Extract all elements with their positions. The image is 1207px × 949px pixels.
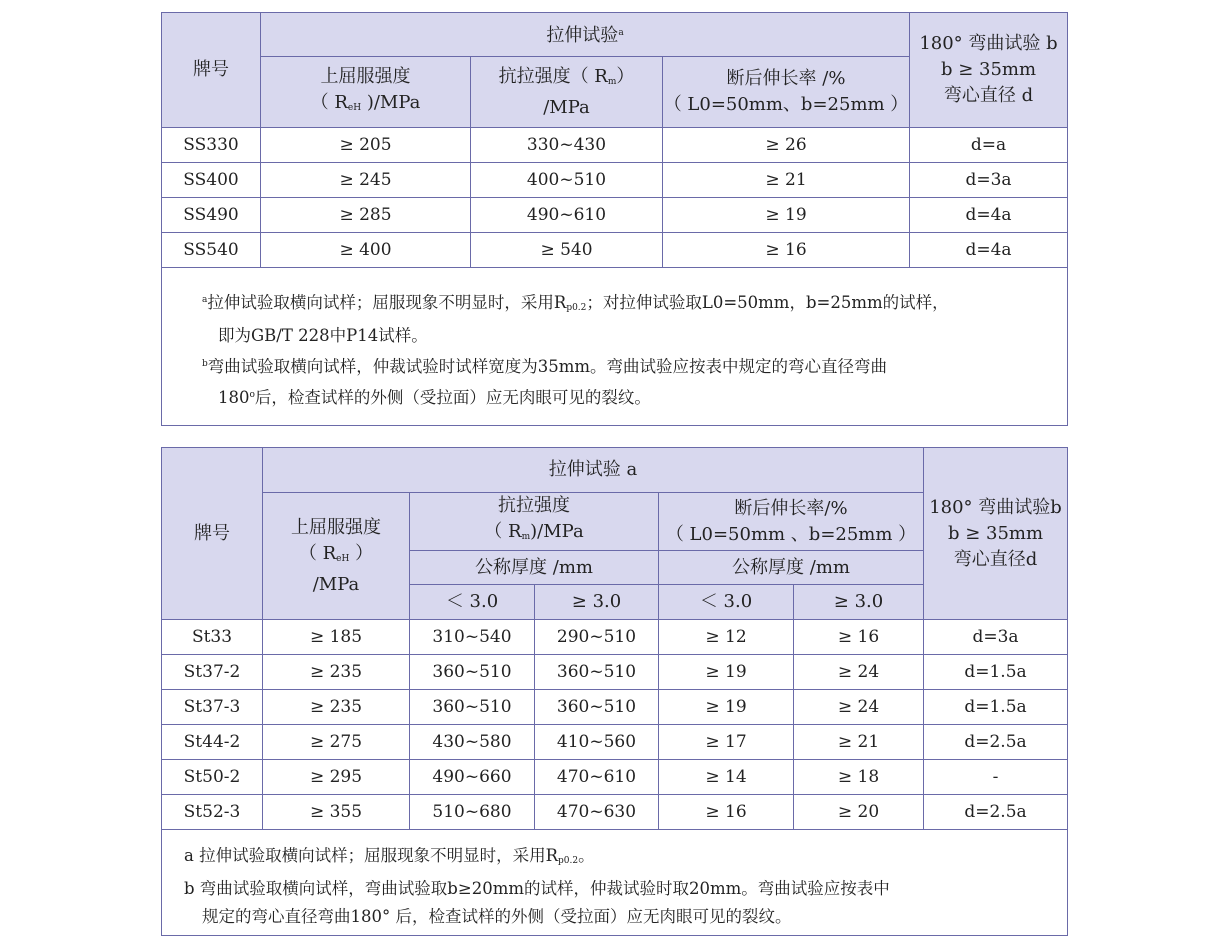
table-row: SS330 ≥ 205 330~430 ≥ 26 d=a bbox=[162, 128, 1068, 163]
table-ss-grades bbox=[161, 12, 1068, 426]
header-bend-test: 180° 弯曲试验b b ≥ 35mm 弯心直径d bbox=[924, 448, 1068, 620]
footnote-mark-a: a bbox=[618, 28, 624, 38]
table-footnotes: a 拉伸试验取横向试样；屈服现象不明显时，采用$R_{p0.2}$。 b 弯曲试验取横向试样，弯曲试验取b≥20mm的试样，仲裁试验时取20mm。弯曲试验应按表中 规定的弯心直径弯曲180° 后，检查试样的外侧（受拉面）应无肉眼可见的裂纹。 bbox=[162, 830, 1068, 936]
table-row: SS540 ≥ 400 ≥ 540 ≥ 16 d=4a bbox=[162, 233, 1068, 268]
header-ge-3: ≥ 3.0 bbox=[535, 585, 659, 620]
header-bend-test: 180° 弯曲试验 b b ≥ 35mm 弯心直径 d bbox=[910, 13, 1068, 128]
header-tensile-strength: 抗拉强度（ $R_m$） /MPa bbox=[471, 57, 663, 128]
header-tensile-test: 拉伸试验 a bbox=[263, 448, 924, 493]
table-row: St52-3 ≥ 355 510~680 470~630 ≥ 16 ≥ 20 d=2.5a bbox=[162, 795, 1068, 830]
table-st-grades bbox=[161, 447, 1068, 936]
header-lt-3: ＜ 3.0 bbox=[659, 585, 794, 620]
header-tensile-strength: 抗拉强度 （ $R_m$)/MPa bbox=[410, 493, 659, 551]
header-elongation: 断后伸长率/% （ L0=50mm 、b=25mm ） bbox=[659, 493, 924, 551]
table-footnotes: $^a$拉伸试验取横向试样；屈服现象不明显时，采用$R_{p0.2}$；对拉伸试验取L0=50mm，b=25mm的试样， 即为GB/T 228中P14试样。 $^b$弯曲试验取横向试样，仲裁试验时试样宽度为35mm。弯曲试验应按表中规定的弯心直径弯曲 180$^o$后，检查试样的外侧（受拉面）应无肉眼可见的裂纹。 bbox=[162, 268, 1068, 426]
table-row: St33 ≥ 185 310~540 290~510 ≥ 12 ≥ 16 d=3a bbox=[162, 620, 1068, 655]
header-ge-3: ≥ 3.0 bbox=[794, 585, 924, 620]
table-row: SS490 ≥ 285 490~610 ≥ 19 d=4a bbox=[162, 198, 1068, 233]
table-row: St44-2 ≥ 275 430~580 410~560 ≥ 17 ≥ 21 d=2.5a bbox=[162, 725, 1068, 760]
table-row: St37-3 ≥ 235 360~510 360~510 ≥ 19 ≥ 24 d=1.5a bbox=[162, 690, 1068, 725]
footnote-b: $^b$弯曲试验取横向试样，仲裁试验时试样宽度为35mm。弯曲试验应按表中规定的弯心直径弯曲 bbox=[202, 357, 888, 376]
table-row: St37-2 ≥ 235 360~510 360~510 ≥ 19 ≥ 24 d=1.5a bbox=[162, 655, 1068, 690]
footnote-a: $^a$拉伸试验取横向试样；屈服现象不明显时，采用$R_{p0.2}$；对拉伸试验取L0=50mm，b=25mm的试样， bbox=[202, 293, 949, 313]
header-thickness-elongation: 公称厚度 /mm bbox=[659, 551, 924, 585]
footnote-b: b 弯曲试验取横向试样，弯曲试验取b≥20mm的试样，仲裁试验时取20mm。弯曲试验应按表中 bbox=[184, 879, 890, 898]
header-grade: 牌号 bbox=[162, 13, 261, 128]
table-row: SS400 ≥ 245 400~510 ≥ 21 d=3a bbox=[162, 163, 1068, 198]
header-tensile-test: 拉伸试验$^a$ bbox=[261, 13, 910, 57]
header-yield-strength: 上屈服强度 （ $R_{eH}$ )/MPa bbox=[261, 57, 471, 128]
header-elongation: 断后伸长率 /% （ L0=50mm、b=25mm ） bbox=[663, 57, 910, 128]
header-lt-3: ＜ 3.0 bbox=[410, 585, 535, 620]
footnote-a: a 拉伸试验取横向试样；屈服现象不明显时，采用$R_{p0.2}$。 bbox=[184, 846, 595, 866]
header-yield-strength: 上屈服强度 （ $R_{eH}$ ） /MPa bbox=[263, 493, 410, 620]
header-grade: 牌号 bbox=[162, 448, 263, 620]
header-thickness-tensile: 公称厚度 /mm bbox=[410, 551, 659, 585]
table-row: St50-2 ≥ 295 490~660 470~610 ≥ 14 ≥ 18 - bbox=[162, 760, 1068, 795]
